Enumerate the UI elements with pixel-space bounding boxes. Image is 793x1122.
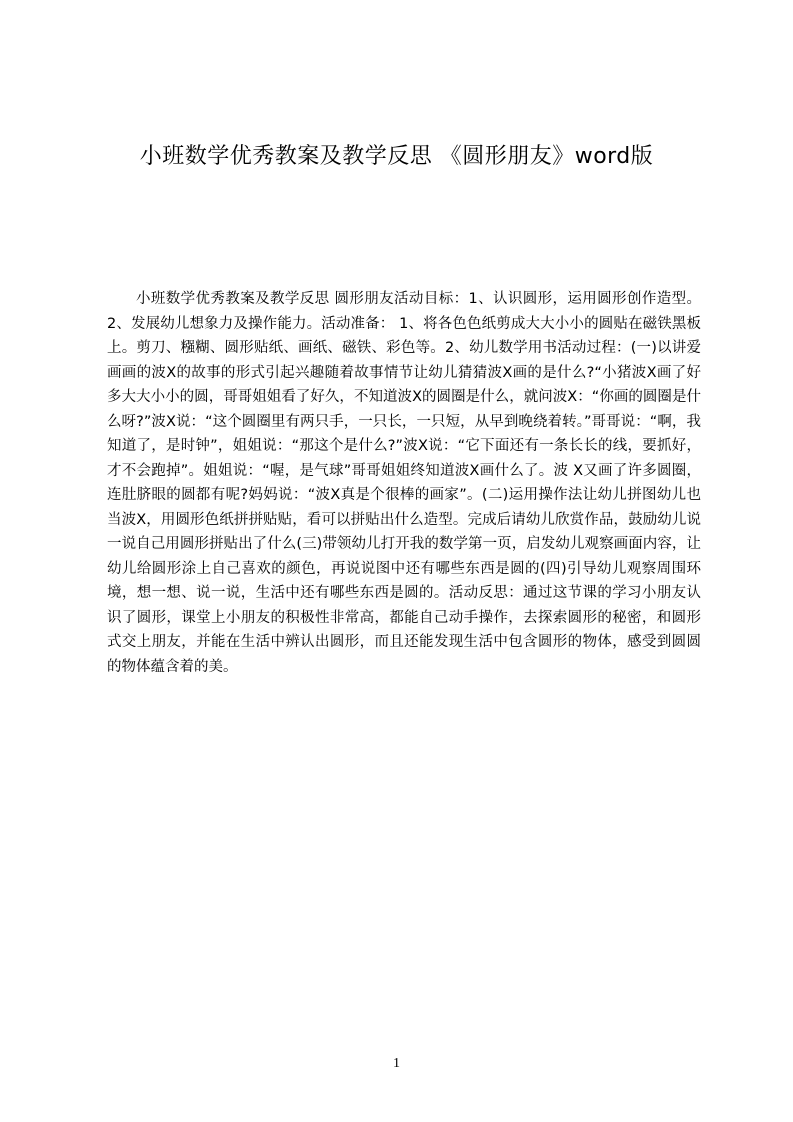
document-title: 小班数学优秀教案及教学反思 《圆形朋友》word版 <box>139 144 654 169</box>
page-number: 1 <box>393 1056 400 1071</box>
document-body-paragraph: 小班数学优秀教案及教学反思 圆形朋友活动目标：1、认识圆形，运用圆形创作造型。2、发展幼儿想象力及操作能力。活动准备： 1、将各色色纸剪成大大小小的圆贴在磁铁黑板上。剪刀、糨糊、圆形贴纸、画纸、磁铁、彩色等。2、幼儿数学用书活动过程：(一)以讲爱画画的波X的故事的形式引起兴趣随着故事情节让幼儿猜猜波X画的是什么?“小猪波X画了好多大大小小的圆，哥哥姐姐看了好久，不知道波X的圆圈是什么，就问波X：“你画的圆圈是什么呀?”波X说：“这个圆圈里有两只手，一只长，一只短，从早到晚绕着转。”哥哥说：“啊，我知道了，是时钟”，姐姐说：“那这个是什么?”波X说：“它下面还有一条长长的线，要抓好，才不会跑掉”。姐姐说：“喔，是气球”哥哥姐姐终知道波X画什么了。波 X又画了许多圆圈，连肚脐眼的圆都有呢?妈妈说：“波X真是个很棒的画家”。(二)运用操作法让幼儿拼图幼儿也当波X，用圆形色纸拼拼贴贴，看可以拼贴出什么造型。完成后请幼儿欣赏作品，鼓励幼儿说一说自己用圆形拼贴出了什么(三)带领幼儿打开我的数学第一页，启发幼儿观察画面内容，让幼儿给圆形涂上自己喜欢的颜色，再说说图中还有哪些东西是圆的(四)引导幼儿观察周围环境，想一想、说一说，生活中还有哪些东西是圆的。活动反思：通过这节课的学习小朋友认识了圆形，课堂上小朋友的积极性非常高，都能自己动手操作，去探索圆形的秘密，和圆形式交上朋友，并能在生活中辨认出圆形，而且还能发现生活中包含圆形的物体，感受到圆圆的物体蕴含着的美。 <box>107 291 701 675</box>
